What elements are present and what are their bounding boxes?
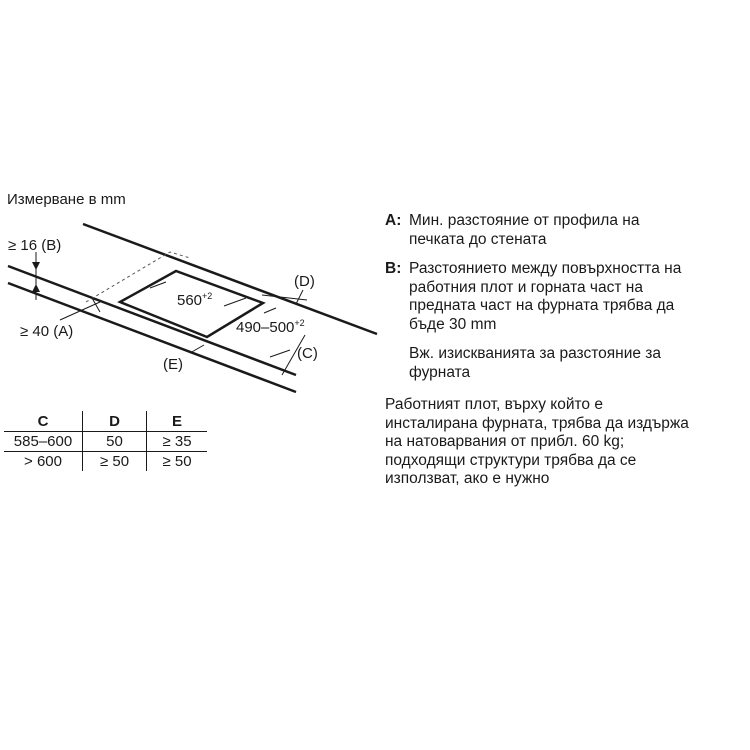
table-cell: ≥ 50 <box>147 452 208 472</box>
c-leader <box>270 350 290 357</box>
table-cell: > 600 <box>24 453 62 470</box>
table-header-row <box>4 411 207 432</box>
header-d: D <box>83 411 147 432</box>
table-row <box>4 432 207 452</box>
measurement-caption: Измерване в mm <box>7 191 126 208</box>
dim-width-label: $560^{+2}$ <box>177 291 213 309</box>
see-requirements-note: Вж. изискванията за разстояние за фурната <box>409 345 662 381</box>
notes-panel <box>385 212 745 489</box>
note-key: A: <box>385 212 402 229</box>
header-e: E <box>147 411 208 432</box>
table-cell: ≥ 50 <box>83 452 147 472</box>
label-c: (C) <box>297 345 318 362</box>
note-a <box>385 212 745 249</box>
label-e: (E) <box>163 356 183 373</box>
note-b <box>385 260 745 334</box>
depth-dim-tick <box>264 308 276 313</box>
header-c: C <box>4 411 83 432</box>
e-leader <box>190 345 204 353</box>
b-arrow-bottom <box>32 284 40 292</box>
cutout-diagram <box>0 0 380 400</box>
table-cell: 50 <box>83 432 147 452</box>
label-a: ≥ 40 (A) <box>20 323 74 340</box>
note-text: Разстоянието между повърхността на работния плот и горната част на предната част на фурната трябва да бъде 30 mm <box>409 260 682 333</box>
table-row <box>4 452 207 472</box>
note-key: B: <box>385 260 402 277</box>
note-text: Мин. разстояние от профила на печката до стената <box>409 212 640 248</box>
label-d: (D) <box>294 273 315 290</box>
load-note: Работният плот, върху който е инсталирана фурната, трябва да издържа на натоварвания от прибл. 60 kg; подходящи структури трябва да се използват, ако е нужно <box>385 396 689 487</box>
d-leader <box>296 290 303 304</box>
table-cell: ≥ 35 <box>147 432 208 452</box>
dim-depth-label: $490-500^{+2}$ <box>236 318 305 336</box>
table-cell: 585–600 <box>4 432 83 452</box>
b-arrow-top <box>32 262 40 270</box>
label-b: ≥ 16 (B) <box>8 237 62 254</box>
clearance-table <box>4 411 207 471</box>
